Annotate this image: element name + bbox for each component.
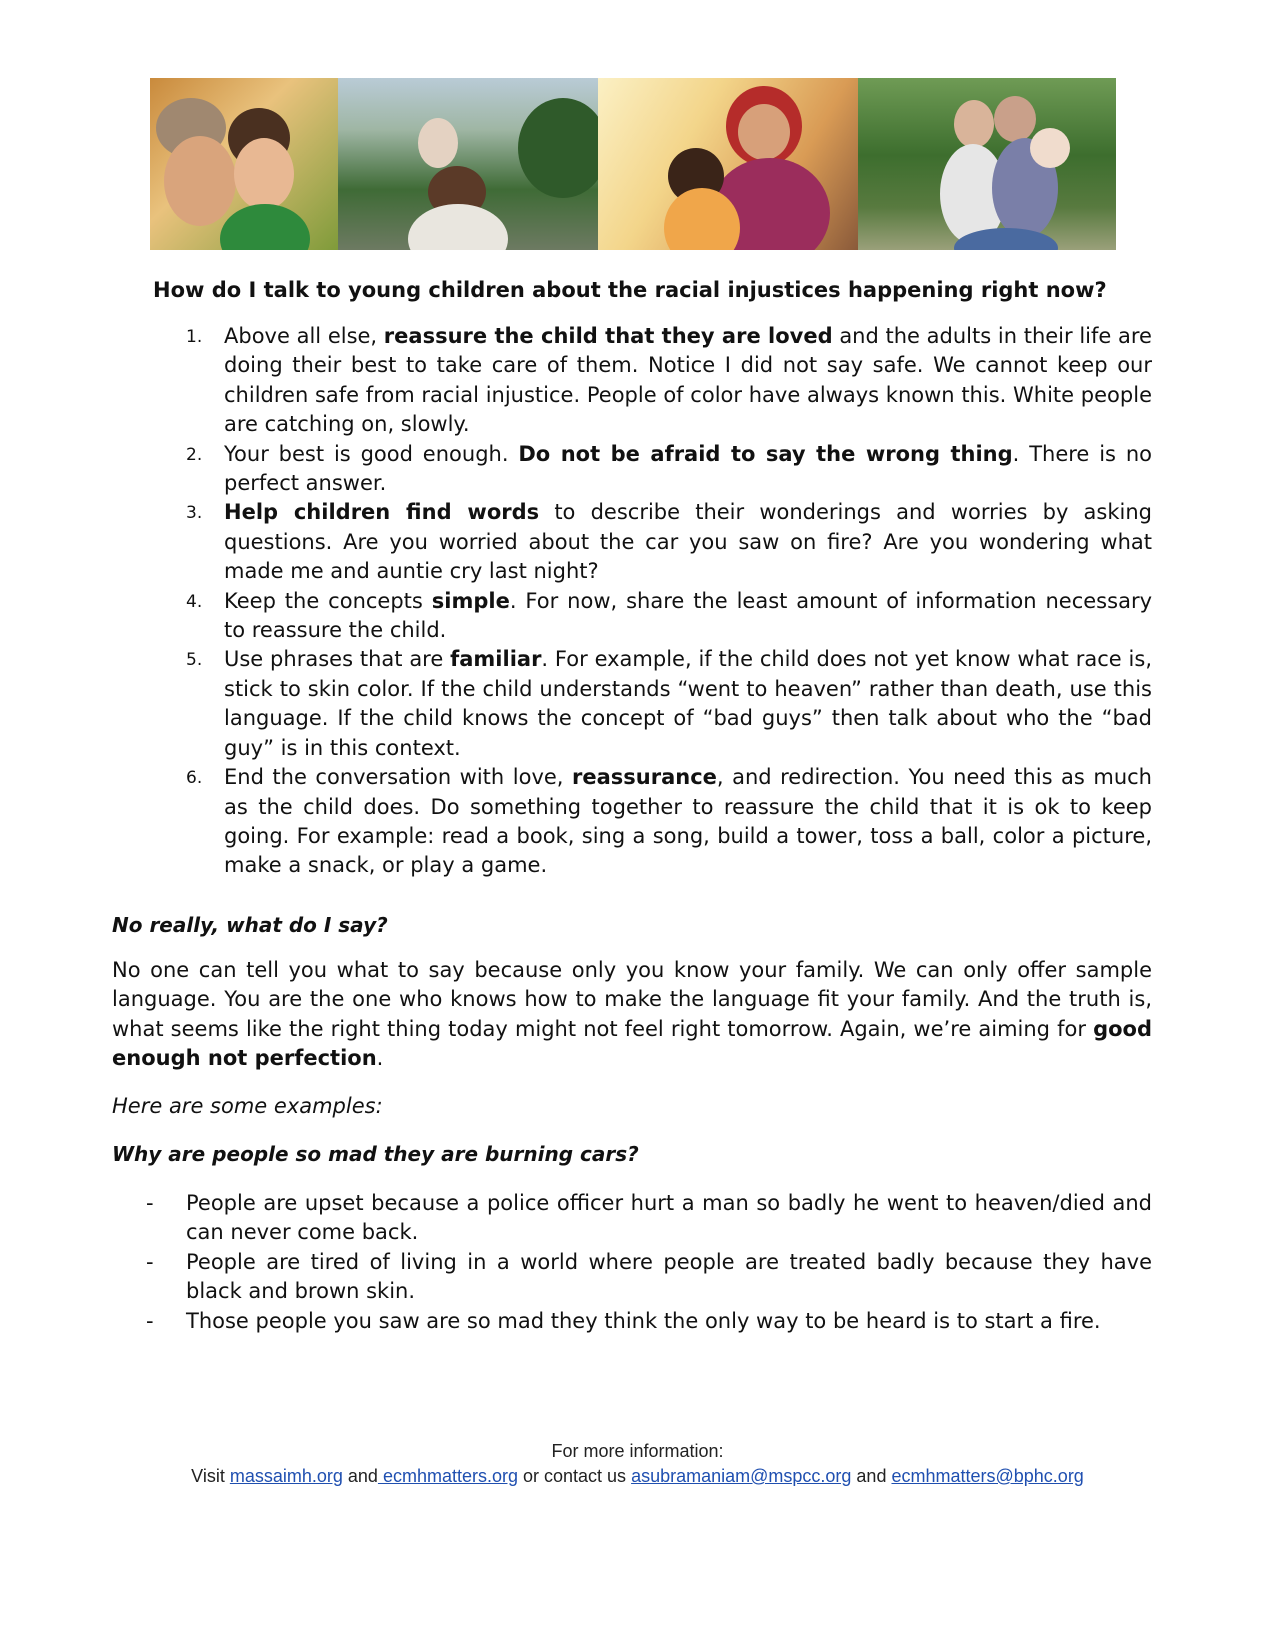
list-text-bold: Help children find words	[224, 500, 540, 525]
list-text: . For example, if the child does not yet know what race is, stick to skin color. If the child understands “went to heaven” rather than death, use this language. If the child knows the concept of “bad guys” then talk about who the “bad guy” is in this context.	[224, 647, 1152, 760]
example-bullet-list	[146, 1189, 1152, 1336]
section-heading-what-do-i-say: No really, what do I say?	[112, 913, 388, 937]
list-text: . There is no perfect answer.	[224, 441, 1152, 496]
header-photo-banner	[150, 78, 1116, 250]
photo-mother-in-hijab-and-child	[598, 78, 858, 250]
list-text-bold: reassure the child that they are loved	[383, 324, 833, 348]
footer-text: Visit	[191, 1466, 230, 1486]
tips-numbered-list	[180, 322, 1152, 881]
bullet-text: Those people you saw are so mad they think the only way to be heard is to start a fire.	[186, 1308, 1101, 1333]
list-text-bold: simple	[431, 588, 510, 613]
bullet-item	[146, 1248, 1152, 1307]
examples-label: Here are some examples:	[112, 1094, 383, 1118]
link-massaimh[interactable]: massaimh.org	[229, 1466, 343, 1486]
list-number: 6.	[186, 768, 203, 789]
list-item	[180, 587, 1152, 646]
bullet-dash: -	[146, 1191, 154, 1215]
list-text: End the conversation with love,	[224, 765, 572, 790]
footer-text: or contact us	[518, 1466, 632, 1486]
paragraph-text: .	[376, 1046, 384, 1071]
list-number: 3.	[186, 503, 203, 524]
list-text: Above all else,	[224, 324, 384, 348]
list-text: , and redirection. You need this as much as the child does. Do something together to reassure the child that it is ok to keep going. For example: read a book, sing a song, build a tower, toss a ball, color a picture, make a snack, or play a game.	[224, 765, 1152, 878]
bullet-text: People are upset because a police officer hurt a man so badly he went to heaven/died and can never come back.	[186, 1191, 1152, 1245]
footer-text: and	[851, 1466, 892, 1486]
list-text-bold: reassurance	[572, 765, 717, 790]
photo-mother-and-child	[150, 78, 338, 250]
bullet-item	[146, 1189, 1152, 1248]
bullet-text: People are tired of living in a world where people are treated badly because they have black and brown skin.	[186, 1249, 1152, 1304]
footer-info-label: For more information:	[551, 1441, 724, 1461]
link-email-asubramaniam[interactable]: asubramaniam@mspcc.org	[631, 1466, 852, 1486]
list-number: 5.	[186, 650, 203, 671]
list-item	[180, 763, 1152, 881]
bullet-dash: -	[146, 1308, 154, 1333]
section-heading-burning-cars: Why are people so mad they are burning cars?	[112, 1142, 639, 1166]
list-text: Your best is good enough.	[224, 441, 519, 466]
link-email-ecmhmatters[interactable]: ecmhmatters@bphc.org	[891, 1466, 1084, 1486]
list-number: 4.	[186, 591, 203, 612]
link-ecmhmatters-site[interactable]: ecmhmatters.org	[377, 1466, 518, 1486]
photo-two-fathers-and-baby	[858, 78, 1116, 250]
list-text: and the adults in their life are doing their best to take care of them. Notice I did not say safe. We cannot keep our children safe from racial injustice. People of color have always known this. White people are catching on, slowly.	[224, 324, 1152, 437]
footer-contact-line	[0, 1466, 1275, 1487]
page-title: How do I talk to young children about the racial injustices happening right now?	[153, 278, 1107, 302]
paragraph-text: No one can tell you what to say because only you know your family. We can only offer sample language. You are the one who knows how to make the language fit your family. And the truth is, what seems like the right thing today might not feel right tomorrow. Again, we’re aiming for	[112, 958, 1152, 1041]
list-text-bold: familiar	[450, 647, 542, 672]
list-item	[180, 440, 1152, 499]
footer-text: and	[342, 1466, 378, 1486]
list-item	[180, 498, 1152, 586]
paragraph-text-bold: good enough not perfection	[112, 1016, 1152, 1071]
list-text: . For now, share the least amount of information necessary to reassure the child.	[224, 588, 1152, 643]
intro-paragraph	[112, 956, 1152, 1074]
list-text: Keep the concepts	[224, 588, 432, 613]
bullet-dash: -	[146, 1249, 154, 1274]
list-item	[180, 322, 1152, 440]
list-item	[180, 645, 1152, 763]
bullet-item	[146, 1307, 1152, 1336]
list-number: 2.	[186, 444, 203, 465]
list-text: to describe their wonderings and worries by asking questions. Are you worried about the car you saw on fire? Are you wondering what made me and auntie cry last night?	[224, 500, 1152, 584]
list-text: Use phrases that are	[224, 647, 451, 672]
photo-father-and-child	[338, 78, 598, 250]
list-text-bold: Do not be afraid to say the wrong thing	[518, 441, 1013, 466]
list-number: 1.	[186, 327, 203, 347]
